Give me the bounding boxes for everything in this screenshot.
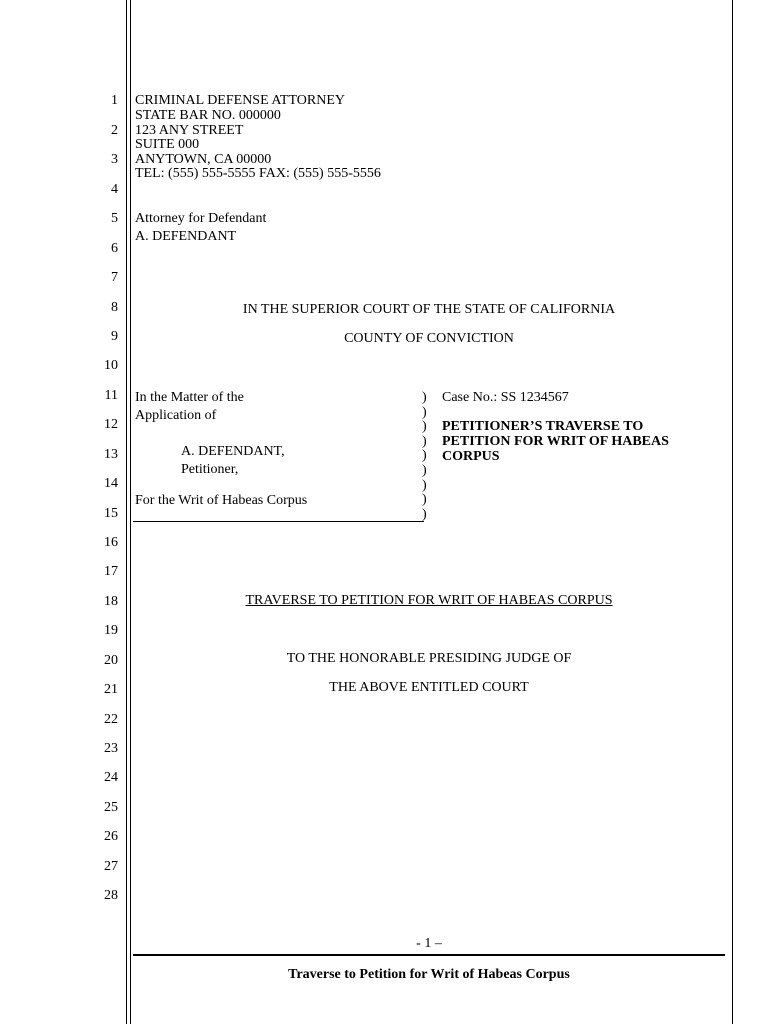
line-number: 24 [104, 770, 118, 785]
court-name: IN THE SUPERIOR COURT OF THE STATE OF CALIFORNIA [242, 302, 616, 317]
document-title-line2: PETITION FOR WRIT OF HABEAS [442, 434, 669, 449]
caption-underline [133, 521, 424, 522]
attorney-role: Attorney for Defendant [135, 211, 267, 226]
address-line2: THE ABOVE ENTITLED COURT [329, 680, 529, 695]
page-number: - 1 – [416, 936, 442, 951]
line-number: 16 [104, 535, 118, 550]
line-number: 2 [111, 123, 118, 138]
line-number: 19 [104, 623, 118, 638]
line-number: 8 [111, 300, 118, 315]
caption-party-role: Petitioner, [181, 462, 239, 477]
line-number: 10 [104, 358, 118, 373]
line-number: 25 [104, 800, 118, 815]
line-number: 5 [111, 211, 118, 226]
document-heading: TRAVERSE TO PETITION FOR WRIT OF HABEAS CORPUS [245, 593, 613, 608]
caption-matter-line1: In the Matter of the [135, 390, 244, 405]
document-title-line1: PETITIONER’S TRAVERSE TO [442, 419, 644, 434]
caption-party-name: A. DEFENDANT, [181, 444, 285, 459]
line-number: 1 [111, 93, 118, 108]
line-number: 17 [104, 564, 118, 579]
line-number: 12 [104, 417, 118, 432]
footer-rule [133, 954, 725, 956]
line-number: 14 [104, 476, 118, 491]
line-number: 3 [111, 152, 118, 167]
attorney-street: 123 ANY STREET [135, 123, 244, 138]
attorney-phone-fax: TEL: (555) 555-5555 FAX: (555) 555-5556 [135, 166, 381, 181]
line-number: 7 [111, 270, 118, 285]
footer-title: Traverse to Petition for Writ of Habeas Corpus [288, 967, 570, 982]
line-number: 11 [104, 388, 118, 403]
court-county: COUNTY OF CONVICTION [344, 331, 514, 346]
line-number: 28 [104, 888, 118, 903]
line-number: 27 [104, 859, 118, 874]
line-number: 26 [104, 829, 118, 844]
caption-writ: For the Writ of Habeas Corpus [135, 493, 308, 508]
line-number: 21 [104, 682, 118, 697]
attorney-bar-number: STATE BAR NO. 000000 [135, 108, 281, 123]
left-margin-rule-inner [130, 0, 131, 1024]
right-margin-rule [732, 0, 733, 1024]
attorney-city: ANYTOWN, CA 00000 [135, 152, 272, 167]
line-number: 4 [111, 182, 118, 197]
line-number: 15 [104, 506, 118, 521]
caption-matter-line2: Application of [135, 408, 217, 423]
attorney-name: CRIMINAL DEFENSE ATTORNEY [135, 93, 346, 108]
left-margin-rule-outer [126, 0, 127, 1024]
attorney-client: A. DEFENDANT [135, 229, 237, 244]
document-title-line3: CORPUS [442, 449, 500, 464]
attorney-suite: SUITE 000 [135, 137, 200, 152]
line-number: 9 [111, 329, 118, 344]
line-number: 22 [104, 712, 118, 727]
line-number: 20 [104, 653, 118, 668]
line-number: 13 [104, 447, 118, 462]
case-number: Case No.: SS 1234567 [442, 390, 569, 405]
line-number: 18 [104, 594, 118, 609]
line-number: 6 [111, 241, 118, 256]
line-number: 23 [104, 741, 118, 756]
caption-parentheses: ) ) ) ) ) ) ) ) ) [422, 390, 427, 522]
address-line1: TO THE HONORABLE PRESIDING JUDGE OF [286, 651, 572, 666]
